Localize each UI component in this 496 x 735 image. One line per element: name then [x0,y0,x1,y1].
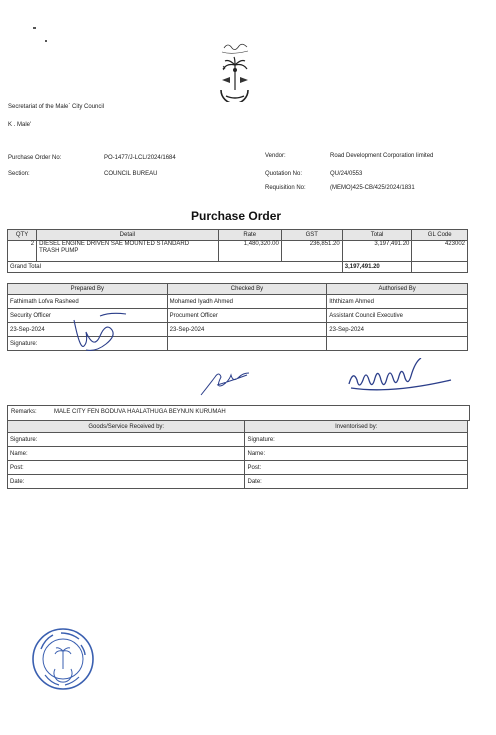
col-header-total: Total [342,230,412,241]
prepared-by-role: Security Officer [8,309,168,323]
received-post-field: Post: [8,461,245,475]
signature-prepared-by [70,310,130,358]
inventorised-post-field: Post: [245,461,468,475]
authorised-by-header: Authorised By [327,284,468,295]
cell-gst: 236,851.20 [281,241,342,262]
inventorised-name-field: Name: [245,447,468,461]
section-label: Section: [8,171,30,177]
quotation-label: Quotation No: [265,171,303,177]
vendor-label: Vendor: [265,153,286,159]
prepared-by-signature-label: Signature: [8,337,168,351]
corner-mark [45,40,47,42]
corner-mark [33,27,36,29]
cell-total: 3,197,491.20 [342,241,412,262]
cell-rate: 1,480,320.00 [218,241,281,262]
remarks-label: Remarks: [11,409,37,415]
authorised-by-role: Assistant Council Executive [327,309,468,323]
cell-gl-code: 423002 [412,241,468,262]
checked-by-name: Mohamed Iyadh Ahmed [167,295,327,309]
prepared-by-date: 23-Sep-2024 [8,323,168,337]
po-number-label: Purchase Order No: [8,155,62,161]
authorised-by-name: Iththizam Ahmed [327,295,468,309]
col-header-gl-code: GL Code [412,230,468,241]
checked-by-role: Procument Officer [167,309,327,323]
vendor-value: Road Development Corporation limited [330,153,434,159]
col-header-qty: QTY [8,230,37,241]
document-title: Purchase Order [191,209,282,223]
prepared-by-name: Fathimath Lofva Rasheed [8,295,168,309]
signature-checked-by [197,365,255,399]
official-seal-icon [31,627,95,691]
received-date-field: Date: [8,475,245,489]
national-emblem-icon [214,40,256,102]
org-name: Secretariat of the Male` City Council [8,104,105,110]
po-number-value: PO-1477/J-LCL/2024/1684 [104,155,176,161]
checked-by-date: 23-Sep-2024 [167,323,327,337]
received-signature-field: Signature: [8,433,245,447]
inventorised-date-field: Date: [245,475,468,489]
col-header-gst: GST [281,230,342,241]
signature-authorised-by [345,358,455,400]
grand-total-label: Grand Total [8,262,219,273]
requisition-label: Requisition No: [265,185,306,191]
col-header-rate: Rate [218,230,281,241]
cell-detail [37,241,219,262]
actual-receipt-table [7,420,468,489]
table-row [8,241,468,262]
prepared-by-header: Prepared By [8,284,168,295]
detail-line-2: TRASH PUMP [39,248,79,254]
section-value: COUNCIL BUREAU [104,171,158,177]
received-by-header: Goods/Service Received by: [8,421,245,433]
received-name-field: Name: [8,447,245,461]
org-location: K . Male' [8,122,32,128]
inventorised-signature-field: Signature: [245,433,468,447]
authorised-by-date: 23-Sep-2024 [327,323,468,337]
detail-line-1: DIESEL ENGINE DRIVEN SAE MOUNTED STANDARD [39,241,190,247]
grand-total-row [8,262,468,273]
items-table [7,229,468,273]
cell-qty: 2 [8,241,37,262]
col-header-detail: Detail [37,230,219,241]
grand-total-value: 3,197,491.20 [342,262,412,273]
inventorised-by-header: Inventorised by: [245,421,468,433]
requisition-value: (MEMO)425-CB/425/2024/1831 [330,185,415,191]
checked-by-header: Checked By [167,284,327,295]
quotation-value: QU/24/0553 [330,171,363,177]
remarks-value: MALE CITY FEN BODUVA HAALATHUGA BEYNUN KURUMAH [54,409,226,415]
